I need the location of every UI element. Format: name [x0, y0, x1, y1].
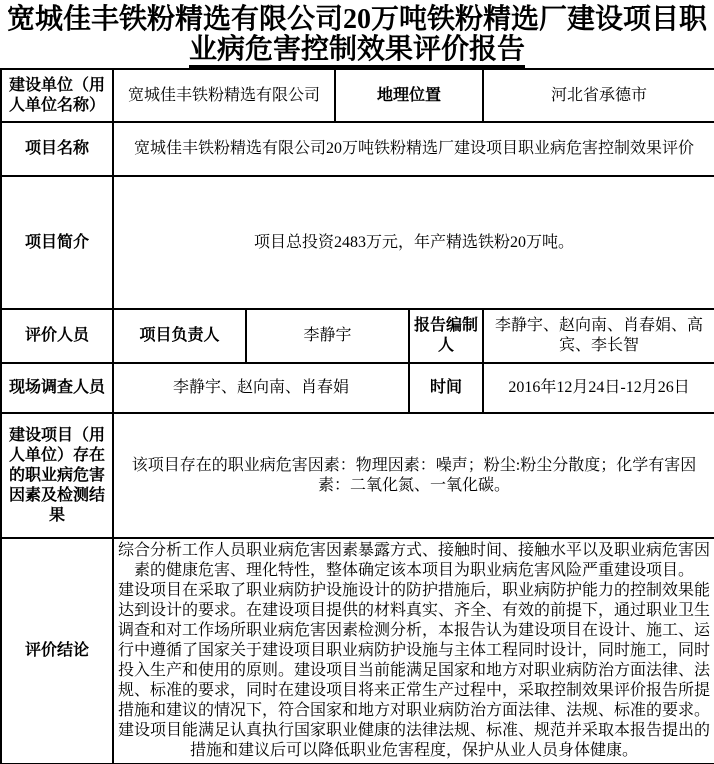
conclusion-paragraph-2: 建设项目在采取了职业病防护设施设计的防护措施后，职业病防护能力的控制效果能达到设计的要求。在建设项目提供的材料真实、齐全、有效的前提下，通过职业卫生调查和对工作场所职业病危害因素检测分析，本报告认为建设项目在设计、施工、运行中遵循了国家关于建设项目职业病防护设施与主体工程同时设计，同时施工，同时投入生产和使用的原则。建设项目当前能满足国家和地方对职业病防治方面法律、法规、标准的要求，同时在建设项目将来正常生产过程中，采取控制效果评价报告所提措施和建议的情况下，符合国家和地方对职业病防治方面法律、法规、标准的要求。: [118, 582, 711, 719]
row-hazards: [1, 413, 714, 538]
project-leader-value: 李静宇: [246, 309, 409, 363]
conclusion-paragraph-1: 综合分析工作人员职业病危害因素暴露方式、接触时间、接触水平以及职业病危害因素的健康危害、理化特性，整体确定该本项目为职业病危害风险严重建设项目。: [118, 542, 711, 579]
location-label: 地理位置: [335, 69, 483, 122]
location-value: 河北省承德市: [483, 69, 714, 122]
hazards-value: 该项目存在的职业病危害因素：物理因素：噪声；粉尘:粉尘分散度；化学有害因素：二氧化氮、一氧化碳。: [113, 413, 714, 538]
evaluators-label: 评价人员: [1, 309, 113, 363]
report-table: [0, 68, 714, 764]
row-project-name: [1, 122, 714, 176]
row-project-intro: [1, 176, 714, 309]
project-intro-value: 项目总投资2483万元，年产精选铁粉20万吨。: [113, 176, 714, 309]
conclusion-value: [113, 538, 714, 764]
construction-unit-label: 建设单位（用人单位名称）: [1, 69, 113, 122]
report-title-line2: 业病危害控制效果评价报告: [189, 34, 525, 69]
conclusion-label: 评价结论: [1, 538, 113, 764]
survey-time-label: 时间: [409, 363, 483, 413]
report-title: [0, 0, 714, 68]
row-evaluators: [1, 309, 714, 363]
row-conclusion: [1, 538, 714, 764]
row-site-survey: [1, 363, 714, 413]
report-authors-value: 李静宇、赵向南、肖春娟、高宾、李长智: [483, 309, 714, 363]
site-survey-value: 李静宇、赵向南、肖春娟: [113, 363, 409, 413]
hazards-label: 建设项目（用人单位）存在的职业病危害因素及检测结果: [1, 413, 113, 538]
project-name-value: 宽城佳丰铁粉精选有限公司20万吨铁粉精选厂建设项目职业病危害控制效果评价: [113, 122, 714, 176]
project-leader-label: 项目负责人: [113, 309, 246, 363]
survey-time-value: 2016年12月24日-12月26日: [483, 363, 714, 413]
project-name-label: 项目名称: [1, 122, 113, 176]
conclusion-paragraph-3: 建设项目能满足认真执行国家职业健康的法律法规、标准、规范并采取本报告提出的措施和建议后可以降低职业危害程度，保护从业人员身体健康。: [118, 722, 711, 759]
site-survey-label: 现场调查人员: [1, 363, 113, 413]
report-title-line1: 宽城佳丰铁粉精选有限公司20万吨铁粉精选厂建设项目职: [6, 4, 707, 35]
construction-unit-value: 宽城佳丰铁粉精选有限公司: [113, 69, 335, 122]
report-authors-label: 报告编制人: [409, 309, 483, 363]
project-intro-label: 项目简介: [1, 176, 113, 309]
row-construction-unit: [1, 69, 714, 122]
